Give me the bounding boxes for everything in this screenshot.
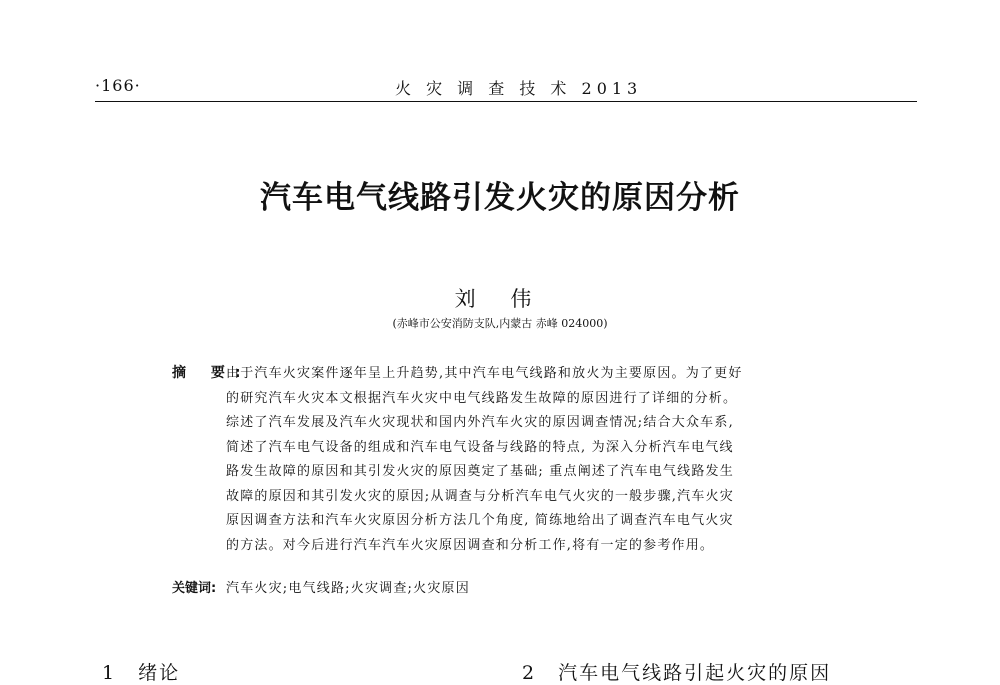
running-header [95, 70, 917, 100]
abstract-body [226, 362, 848, 558]
abstract-line: 由于汽车火灾案件逐年呈上升趋势,其中汽车电气线路和放火为主要原因。为了更好 [226, 366, 743, 381]
article-title: 汽车电气线路引发火灾的原因分析 [260, 180, 740, 216]
keywords-text: 汽车火灾;电气线路;火灾调查;火灾原因 [226, 581, 470, 596]
author-name: 刘 伟 [454, 287, 546, 311]
abstract-line: 的方法。对今后进行汽车汽车火灾原因调查和分析工作,将有一定的参考作用。 [226, 537, 715, 553]
abstract-line: 路发生故障的原因和其引发火灾的原因奠定了基础; 重点阐述了汽车电气线路发生 [226, 464, 734, 479]
abstract-line: 原因调查方法和汽车火灾原因分析方法几个角度, 简练地给出了调查汽车电气火灾 [226, 513, 734, 528]
abstract-line: 的研究汽车火灾本文根据汽车火灾中电气线路发生故障的原因进行了详细的分析。 [226, 390, 738, 406]
section-heading-causes [522, 658, 831, 685]
section-number: 2 [522, 662, 537, 684]
abstract-line: 简述了汽车电气设备的组成和汽车电气设备与线路的特点, 为深入分析汽车电气线 [226, 439, 734, 455]
author-affiliation: (赤峰市公安消防支队,内蒙古 赤峰 024000) [392, 317, 608, 330]
journal-name: 火 灾 调 查 技 术 2013 [395, 79, 643, 98]
section-number: 1 [102, 662, 117, 684]
page-number: ·166· [95, 76, 141, 95]
header-rule [95, 101, 917, 102]
section-heading-introduction [102, 658, 180, 685]
abstract-line: 综述了汽车发展及汽车火灾现状和国内外汽车火灾的原因调查情况;结合大众车系, [226, 415, 734, 430]
abstract-line: 故障的原因和其引发火灾的原因;从调查与分析汽车电气火灾的一般步骤,汽车火灾 [226, 488, 734, 504]
abstract-label: 摘 要: [172, 365, 251, 381]
section-title: 汽车电气线路引起火灾的原因 [558, 662, 832, 684]
keywords-label: 关键词: [172, 581, 217, 596]
section-title: 绪论 [138, 662, 181, 684]
